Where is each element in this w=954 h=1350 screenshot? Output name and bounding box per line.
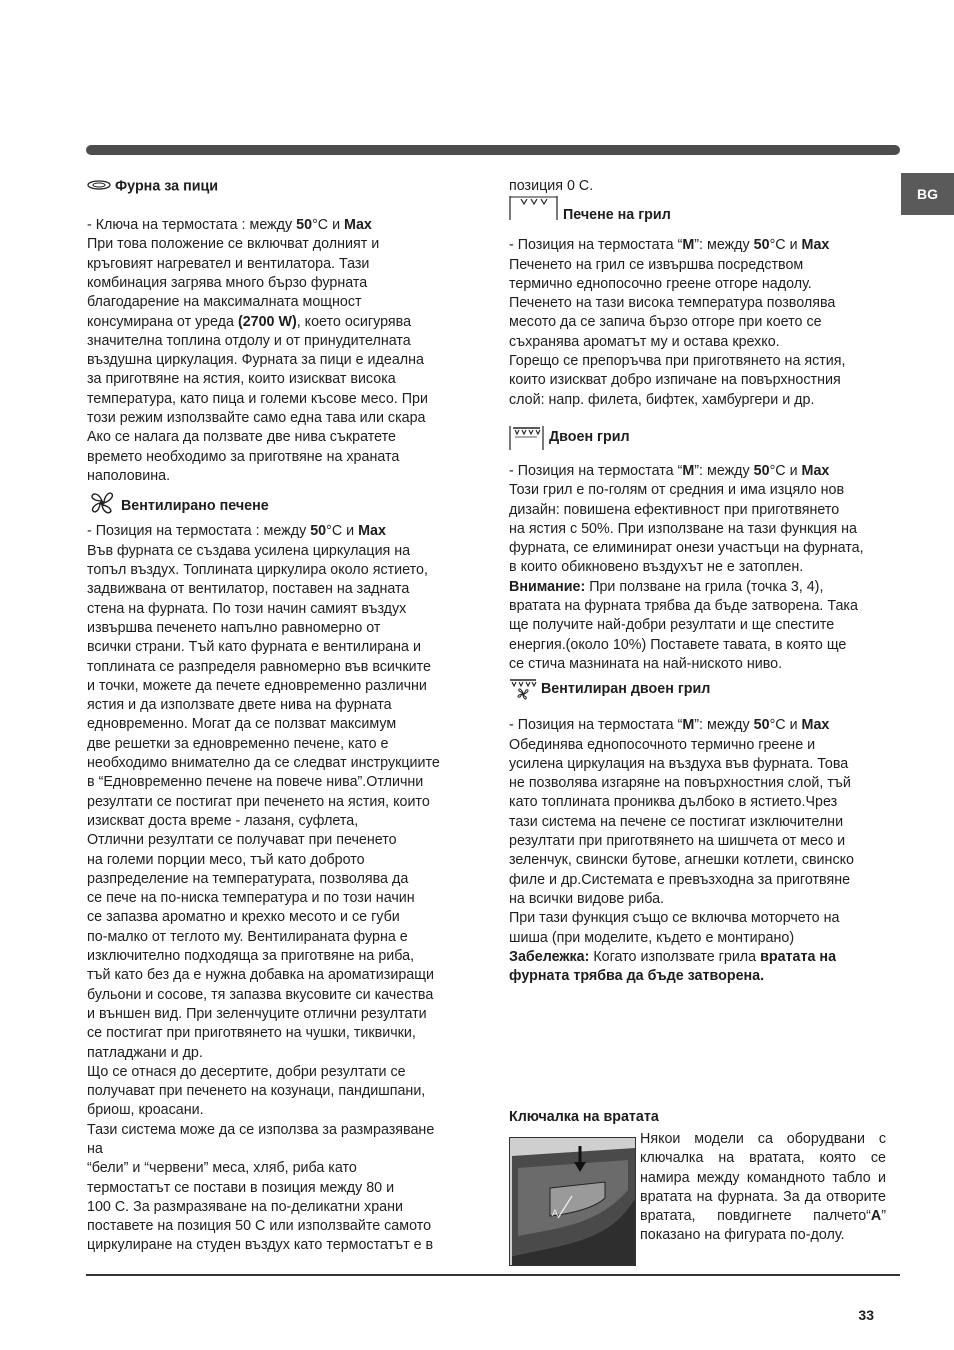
text-line: При тази функция също се включва моторчето на: [509, 910, 840, 927]
text-line: топъл въздух. Топлината циркулира около ястието,: [87, 562, 428, 579]
text-line: месото да се запича бързо отгоре при което се: [509, 314, 822, 331]
note-line: Забележка: Когато използвате грила вратата на: [509, 948, 837, 965]
text-line: извършва печенето напълно равномерно от: [87, 619, 381, 636]
text-line: се стича мазнината на най-ниското ниво.: [509, 655, 783, 672]
grill-thermostat: - Позиция на термостата “M”: между 50°C и Max: [509, 237, 830, 254]
text-line: получават при печенето на козунаци, пандишпани,: [87, 1083, 426, 1100]
fan-double-grill-heading: [509, 678, 894, 708]
double-grill-title: Двоен грил: [548, 428, 630, 445]
text-line: температура, като пица и големи късове месо. При: [87, 390, 428, 407]
text-line: като топлината прониква дълбоко в ястието.Чрез: [509, 794, 838, 811]
grill-icon: [509, 194, 559, 228]
text-line: едновременно. Могат да се ползват максимум: [87, 716, 397, 733]
text-line: Що се отнася до десертите, добри резултати се: [87, 1063, 406, 1080]
text-line: зеленчук, свински бутове, агнешки котлети, свинско: [509, 852, 854, 869]
text-line: съхранява ароматът му и остава крехко.: [509, 333, 780, 350]
grill-title: Печене на грил: [562, 207, 671, 224]
text-line: се запазва ароматно и крехко месото и се губи: [87, 909, 400, 926]
text-line: При това положение се включват долният и: [87, 236, 380, 253]
text-line: благодарение на максималната мощност: [87, 294, 362, 311]
text-line: филе и др.Системата е превъзходна за приготвяне: [509, 871, 851, 888]
text-line: и точки, можете да печете едновременно различни: [87, 677, 427, 694]
text-line: Ако се налага да ползвате две нива съкратете: [87, 429, 396, 446]
text-line: на: [87, 1140, 103, 1157]
text-line: топлината се разпределя равномерно във всичките: [87, 658, 431, 675]
text-line: вратата на фурната трябва да бъде затворена. Така: [509, 598, 858, 615]
text-line: въздушна циркулация. Фурната за пици е идеална: [87, 352, 424, 369]
text-line: консумирана от уреда (2700 W), което осигурява: [87, 313, 412, 330]
double-grill-description: [509, 481, 894, 577]
grill-heading: [509, 194, 894, 226]
text-line: дизайн: повишена ефективност при приготвянето: [509, 501, 840, 518]
text-line: Обединява еднопосочното термично греене и: [509, 736, 816, 753]
text-line: ще получите най-добри резултати и ще спестите: [509, 617, 835, 634]
door-lock-title: Ключалка на вратата: [509, 1109, 659, 1125]
text-line: в които обикновено въздухът не е затоплен.: [509, 559, 804, 576]
text-line: комбинация загрява много бързо фурната: [87, 274, 368, 291]
text-line: и външен вид. При зеленчуците отлични резултати: [87, 1005, 427, 1022]
fan-double-grill-title: Вентилиран двоен грил: [540, 681, 711, 698]
text-line: изключително подходяща за приготвяне на риба,: [87, 948, 415, 965]
text-line: бульони и сосове, тя запазва вкусовите си качества: [87, 986, 434, 1003]
text-line: шиша (при моделите, където е монтирано): [509, 929, 795, 946]
text-line: резултати се постигат при печенето на ястия, които: [87, 793, 430, 810]
text-line: Във фурната се създава усилена циркулация на: [87, 542, 411, 559]
double-grill-icon: [509, 424, 545, 458]
fan-title: Вентилирано печене: [120, 498, 269, 515]
double-grill-attention: Внимание: При ползване на грила (точка 3, 4),: [509, 578, 824, 595]
text-line: тъй като без да е нужна добавка на ароматизиращи: [87, 967, 434, 984]
text-line: на всички видове риба.: [509, 890, 665, 907]
text-line: Отлични резултати се получават при печенето: [87, 832, 397, 849]
text-line: за приготвяне на ястия, които изискват висока: [87, 371, 396, 388]
fan-icon: [87, 490, 117, 522]
text-line: “бели” и “червени” меса, хляб, риба като: [87, 1160, 357, 1177]
text-line: Тази система може да се използва за размразяване: [87, 1121, 435, 1138]
fan-grill-icon: [509, 678, 537, 708]
fan-heading: [87, 490, 472, 522]
text-line: фурната, се елиминират онези участъци на фурната,: [509, 540, 864, 557]
text-line: не позволява изгаряне на повърхностния слой, тъй: [509, 775, 851, 792]
bottom-rule: [86, 1274, 900, 1276]
door-lock-text: Някои модели са оборудвани с ключалка на вратата, която се намира между командното табло и вратата на фурната. За да отворите вратата, повдигнете палчето“A” показано на фигурата по-долу.: [640, 1131, 886, 1244]
language-tab: BG: [901, 173, 954, 215]
text-line: ястия и да използвате двете нива на фурната: [87, 697, 392, 714]
text-line: се постигат при приготвянето на чушки, тиквички,: [87, 1025, 416, 1042]
text-line: времето необходимо за приготвяне на храната: [87, 448, 400, 465]
text-line: всички страни. Тъй като фурната е вентилирана и: [87, 639, 421, 656]
text-line: слой: напр. филета, бифтек, хамбургери и др.: [509, 391, 815, 408]
text-line: в “Едновременно печене на повече нива”.Отлични: [87, 774, 424, 791]
double-grill-heading: [509, 424, 894, 454]
pizza-title: Фурна за пици: [114, 178, 219, 195]
text-line: значителна топлина отдолу и от принудителната: [87, 332, 411, 349]
text-line: тази система на печене се постигат изключителни: [509, 813, 844, 830]
text-line: на големи порции месо, тъй като доброто: [87, 851, 365, 868]
text-line: разпределение на температурата, позволява да: [87, 870, 409, 887]
text-line: енергия.(около 10%) Поставете тавата, в която ще: [509, 636, 847, 653]
text-line: Този грил е по-голям от средния и има изцяло нов: [509, 482, 845, 499]
pizza-heading: [87, 177, 472, 197]
page-number: 33: [858, 1307, 874, 1323]
text-line: усилена циркулация на въздуха във фурната. Това: [509, 755, 849, 772]
fan-description: [87, 542, 472, 1256]
text-line: които изискват добро изпичане на повърхностния: [509, 372, 841, 389]
fan-thermostat: - Позиция на термостата : между 50°C и Max: [87, 523, 386, 540]
door-lock-callout: A: [552, 1208, 559, 1218]
text-line: Печенето на тази висока температура позволява: [509, 295, 836, 312]
text-line: циркулиране на студен въздух като термостатът е в: [87, 1237, 434, 1254]
text-line: кръговият нагревател и вентилатора. Тази: [87, 255, 370, 272]
right-column: [509, 177, 894, 986]
text-line: по-малко от теглото му. Вентилираната фурна е: [87, 928, 408, 945]
double-grill-thermostat: - Позиция на термостата “M”: между 50°C и Max: [509, 462, 830, 479]
text-line: 100 C. За размразяване на по-деликатни храни: [87, 1198, 403, 1215]
text-line: на ястия с 50%. При използване на тази функция на: [509, 520, 857, 537]
text-line: термично еднопосочно греене отгоре надолу.: [509, 275, 812, 292]
text-line: наполовина.: [87, 467, 171, 484]
door-lock-image: [509, 1137, 636, 1266]
grill-description: [509, 256, 894, 410]
text-line: поставете на позиция 50 C или използвайте самото: [87, 1218, 432, 1235]
top-rule: [86, 145, 900, 155]
text-line: този режим използвайте само една тава или скара: [87, 410, 426, 426]
text-line: резултати при приготвянето на шишчета от месо и: [509, 833, 846, 850]
text-line: изискват доста време - лазаня, суфлета,: [87, 812, 359, 829]
text-line: Горещо се препоръчва при приготвянето на ястия,: [509, 353, 846, 370]
text-line: се пече на по-ниска температура и по този начин: [87, 890, 415, 907]
text-line: две решетки за едновременно печене, като е: [87, 735, 389, 752]
text-line: задвижвана от вентилатор, поставен на задната: [87, 581, 410, 598]
fan-double-grill-thermostat: - Позиция на термостата “M”: между 50°C и Max: [509, 717, 830, 734]
fan-double-grill-description: [509, 736, 894, 948]
text-line: Печенето на грил се извършва посредством: [509, 256, 804, 273]
text-line: стена на фурната. По този начин самият въздух: [87, 600, 407, 617]
left-column: [87, 177, 472, 1256]
text-line: термостатът се постави в позиция между 80 и: [87, 1179, 395, 1196]
text-line: необходимо внимателно да се следват инструкциите: [87, 755, 440, 772]
pizza-thermostat: - Ключа на термостата : между 50°C и Max: [87, 217, 372, 234]
pizza-oven-icon: [87, 177, 111, 196]
text-line: позиция 0 C.: [509, 178, 594, 194]
text-line: бриош, кроасани.: [87, 1102, 204, 1119]
double-grill-description-2: [509, 597, 894, 674]
note-line-2: фурната трябва да бъде затворена.: [509, 968, 765, 985]
text-line: патладжани и др.: [87, 1044, 203, 1061]
